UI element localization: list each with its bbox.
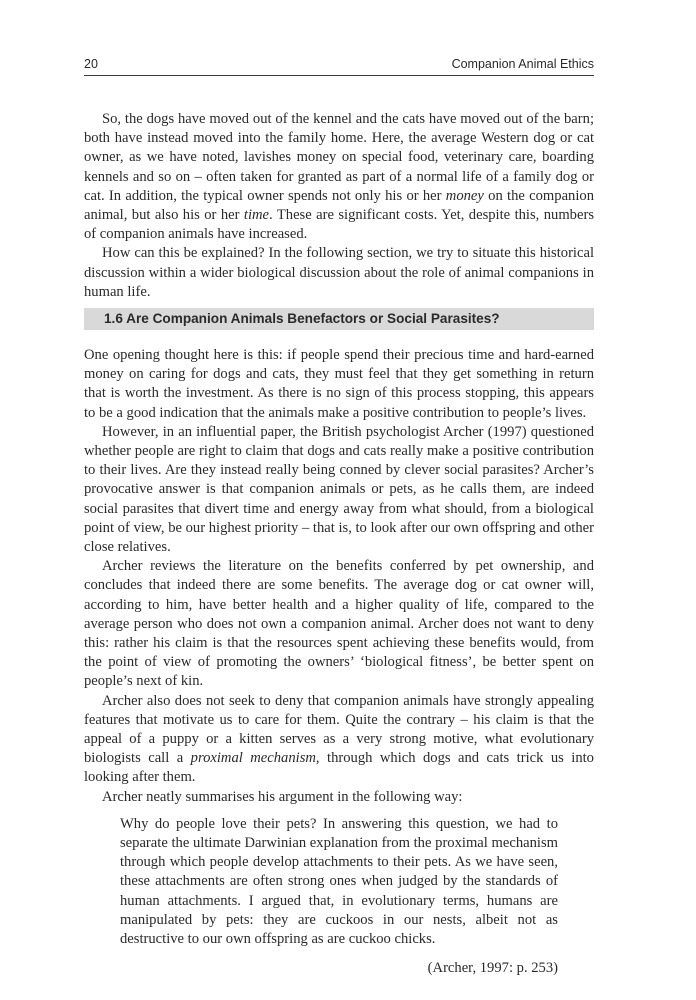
text-span: Archer also does not seek to deny that companion animals have strongly appealing features that motivate us to care for them. Quite the contrary – his claim is that the appeal of a puppy or a kitten serves as a very strong motive, what evolutionary biologists call a (84, 692, 594, 767)
emphasis-proximal-mechanism: proximal mechanism (190, 750, 316, 767)
running-header (84, 55, 594, 76)
text-span: So, the dogs have moved out of the kennel and the cats have moved out of the barn; both have instead moved into the family home. Here, the average Western dog or cat owner, as we have noted, lavishes money on special food, veterinary care, boarding kennels and so on – often taken for granted as part of a normal life of a family dog or cat. In addition, the typical owner spends not only his or her (84, 111, 594, 204)
section-heading: 1.6 Are Companion Animals Benefactors or Social Parasites? (104, 311, 500, 326)
emphasis-time: time (243, 207, 270, 224)
intro-text (84, 110, 594, 302)
emphasis-money: money (445, 187, 484, 204)
intro-paragraph-2: How can this be explained? In the following section, we try to situate this historical discussion within a wider biological discussion about the role of animal companions in human life. (84, 245, 594, 300)
section-paragraph-1: One opening thought here is this: if people spend their precious time and hard-earned money on caring for dogs and cats, they must feel that they get something in return that is worth the investment. As there is no sign of this process stopping, this appears to be a good indication that the animals make a positive contribution to people’s lives. (84, 347, 594, 421)
section-paragraph-3: Archer reviews the literature on the benefits conferred by pet ownership, and concludes that indeed there are some benefits. The average dog or cat owner will, according to him, have better health and a higher quality of life, compared to the average person who does not own a companion animal. Archer does not want to deny this: rather his claim is that the resources spent achieving these benefits would, from the point of view of promoting the owners’ ‘biological fitness’, be better spent on people’s next of kin. (84, 558, 594, 690)
running-title: Companion Animal Ethics (451, 57, 594, 71)
quote-citation: (Archer, 1997: p. 253) (427, 960, 558, 977)
block-quote (120, 815, 558, 949)
section-paragraph-5: Archer neatly summarises his argument in the following way: (102, 788, 463, 805)
section-paragraph-4 (84, 692, 594, 788)
page-number: 20 (84, 57, 98, 71)
section-paragraph-2: However, in an influential paper, the British psychologist Archer (1997) questioned whether people are right to claim that dogs and cats really make a positive contribution to their lives. Are they instead really being conned by clever social parasites? Archer’s provocative answer is that companion animals or pets, as he calls them, are indeed social parasites that divert time and energy away from what should, from a biological point of view, be our highest priority – that is, to look after our own offspring and other close relatives. (84, 423, 594, 556)
section-text (84, 346, 594, 979)
text-span: , through which dogs and cats trick us into looking after them. (84, 750, 594, 786)
quote-text: Why do people love their pets? In answering this question, we had to separate the ultimate Darwinian explanation from the proximal mechanism through which people develop attachments to their pets. As we have seen, these attachments are often strong ones when judged by the standards of human attachments. I argued that, in evolutionary terms, humans are manipulated by pets: they are cuckoos in our nests, albeit not as destructive to our own offspring as are cuckoo chicks. (120, 815, 558, 948)
text-span: on the companion animal, but also his or her (84, 187, 594, 224)
text-span: . These are significant costs. Yet, despite this, numbers of companion animals have increased. (84, 207, 594, 243)
intro-paragraph-1 (84, 110, 594, 244)
section-heading-bar (84, 308, 594, 330)
